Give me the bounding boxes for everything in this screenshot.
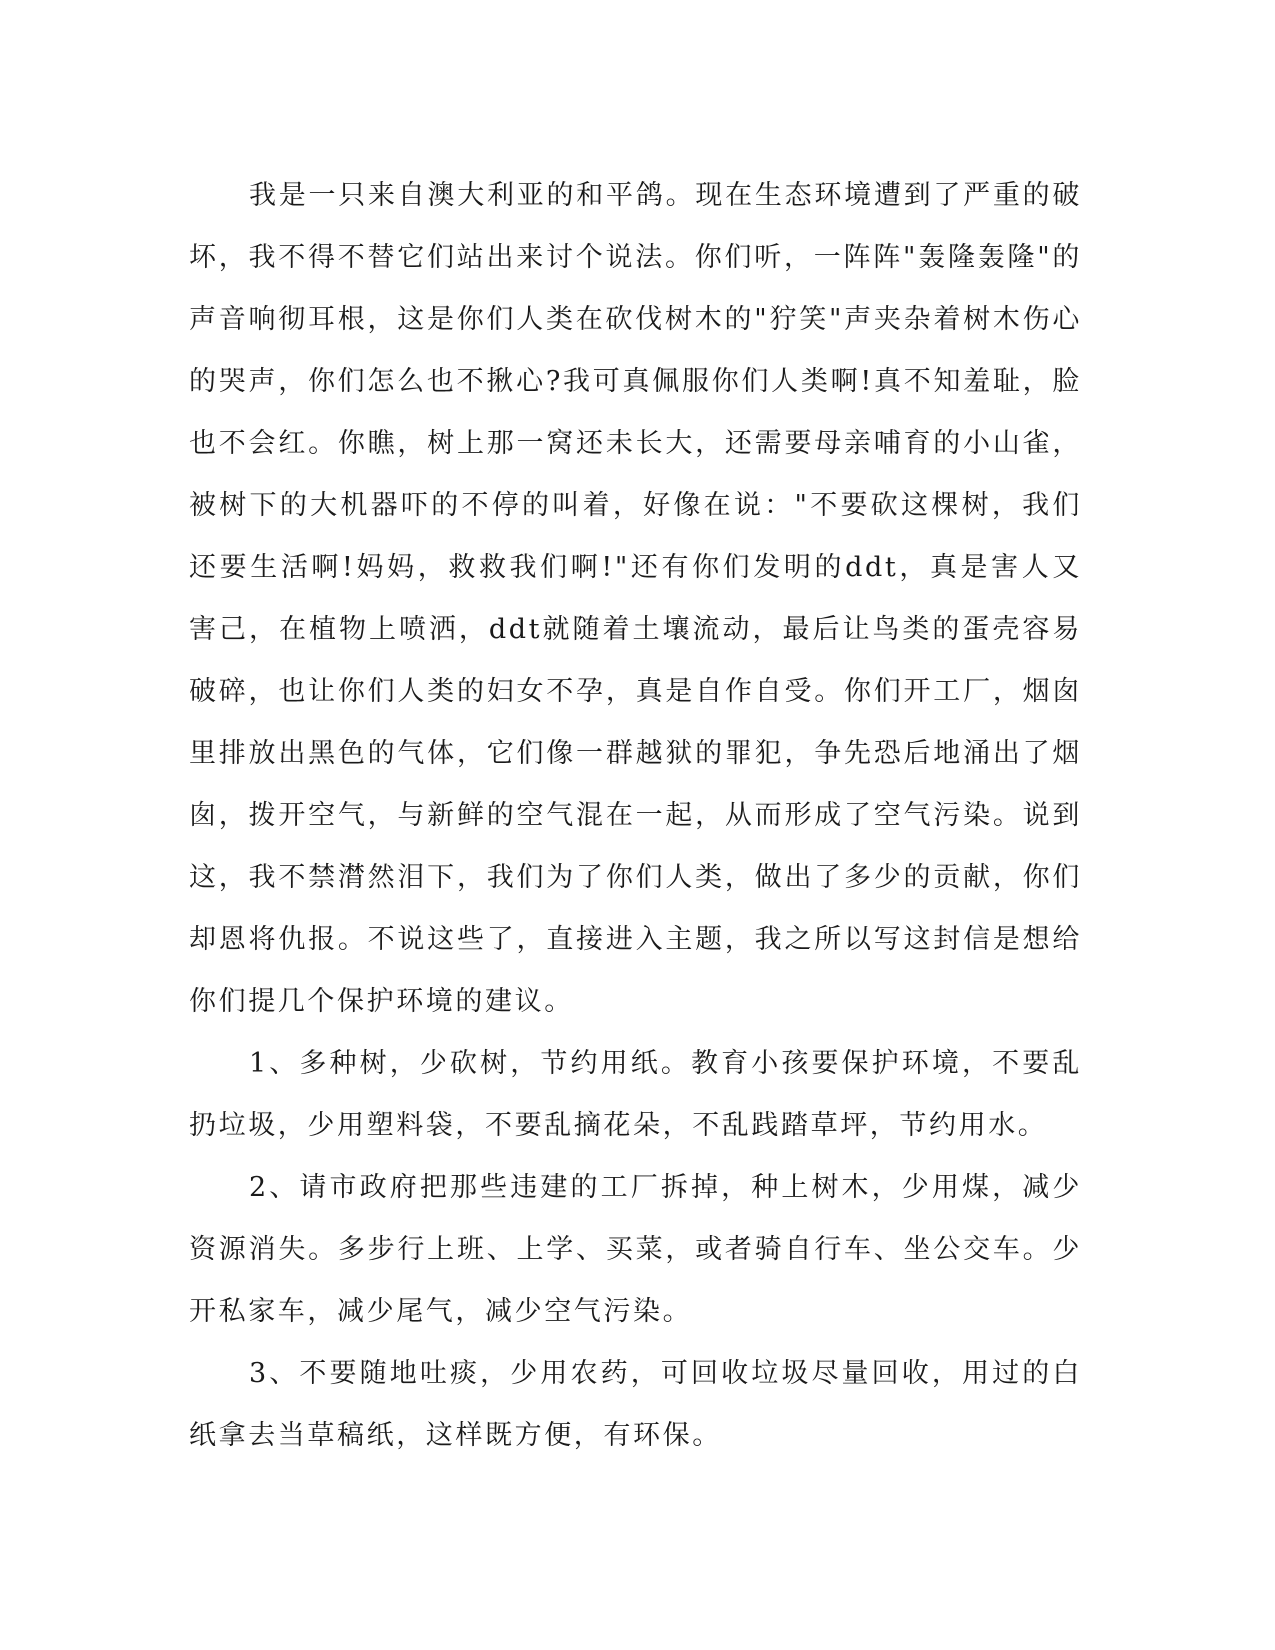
paragraph-intro: 我是一只来自澳大利亚的和平鸽。现在生态环境遭到了严重的破坏，我不得不替它们站出来讨个说法。你们听，一阵阵"轰隆轰隆"的声音响彻耳根，这是你们人类在砍伐树木的"狞笑"声夹杂着树木伤心的哭声，你们怎么也不揪心?我可真佩服你们人类啊!真不知羞耻，脸也不会红。你瞧，树上那一窝还未长大，还需要母亲哺育的小山雀，被树下的大机器吓的不停的叫着，好像在说："不要砍这棵树，我们还要生活啊!妈妈，救救我们啊!"还有你们发明的ddt，真是害人又害己，在植物上喷洒，ddt就随着土壤流动，最后让鸟类的蛋壳容易破碎，也让你们人类的妇女不孕，真是自作自受。你们开工厂，烟囱里排放出黑色的气体，它们像一群越狱的罪犯，争先恐后地涌出了烟囱，拨开空气，与新鲜的空气混在一起，从而形成了空气污染。说到这，我不禁潸然泪下，我们为了你们人类，做出了多少的贡献，你们却恩将仇报。不说这些了，直接进入主题，我之所以写这封信是想给你们提几个保护环境的建议。 (189, 180, 1082, 1017)
letter-body (189, 165, 1082, 1467)
paragraph-suggestion-1: 1、多种树，少砍树，节约用纸。教育小孩要保护环境，不要乱扔垃圾，少用塑料袋，不要乱摘花朵，不乱践踏草坪，节约用水。 (189, 1048, 1082, 1141)
paragraph-suggestion-2: 2、请市政府把那些违建的工厂拆掉，种上树木，少用煤，减少资源消失。多步行上班、上学、买菜，或者骑自行车、坐公交车。少开私家车，减少尾气，减少空气污染。 (189, 1172, 1082, 1327)
paragraph-suggestion-3: 3、不要随地吐痰，少用农药，可回收垃圾尽量回收，用过的白纸拿去当草稿纸，这样既方便，有环保。 (189, 1358, 1082, 1451)
